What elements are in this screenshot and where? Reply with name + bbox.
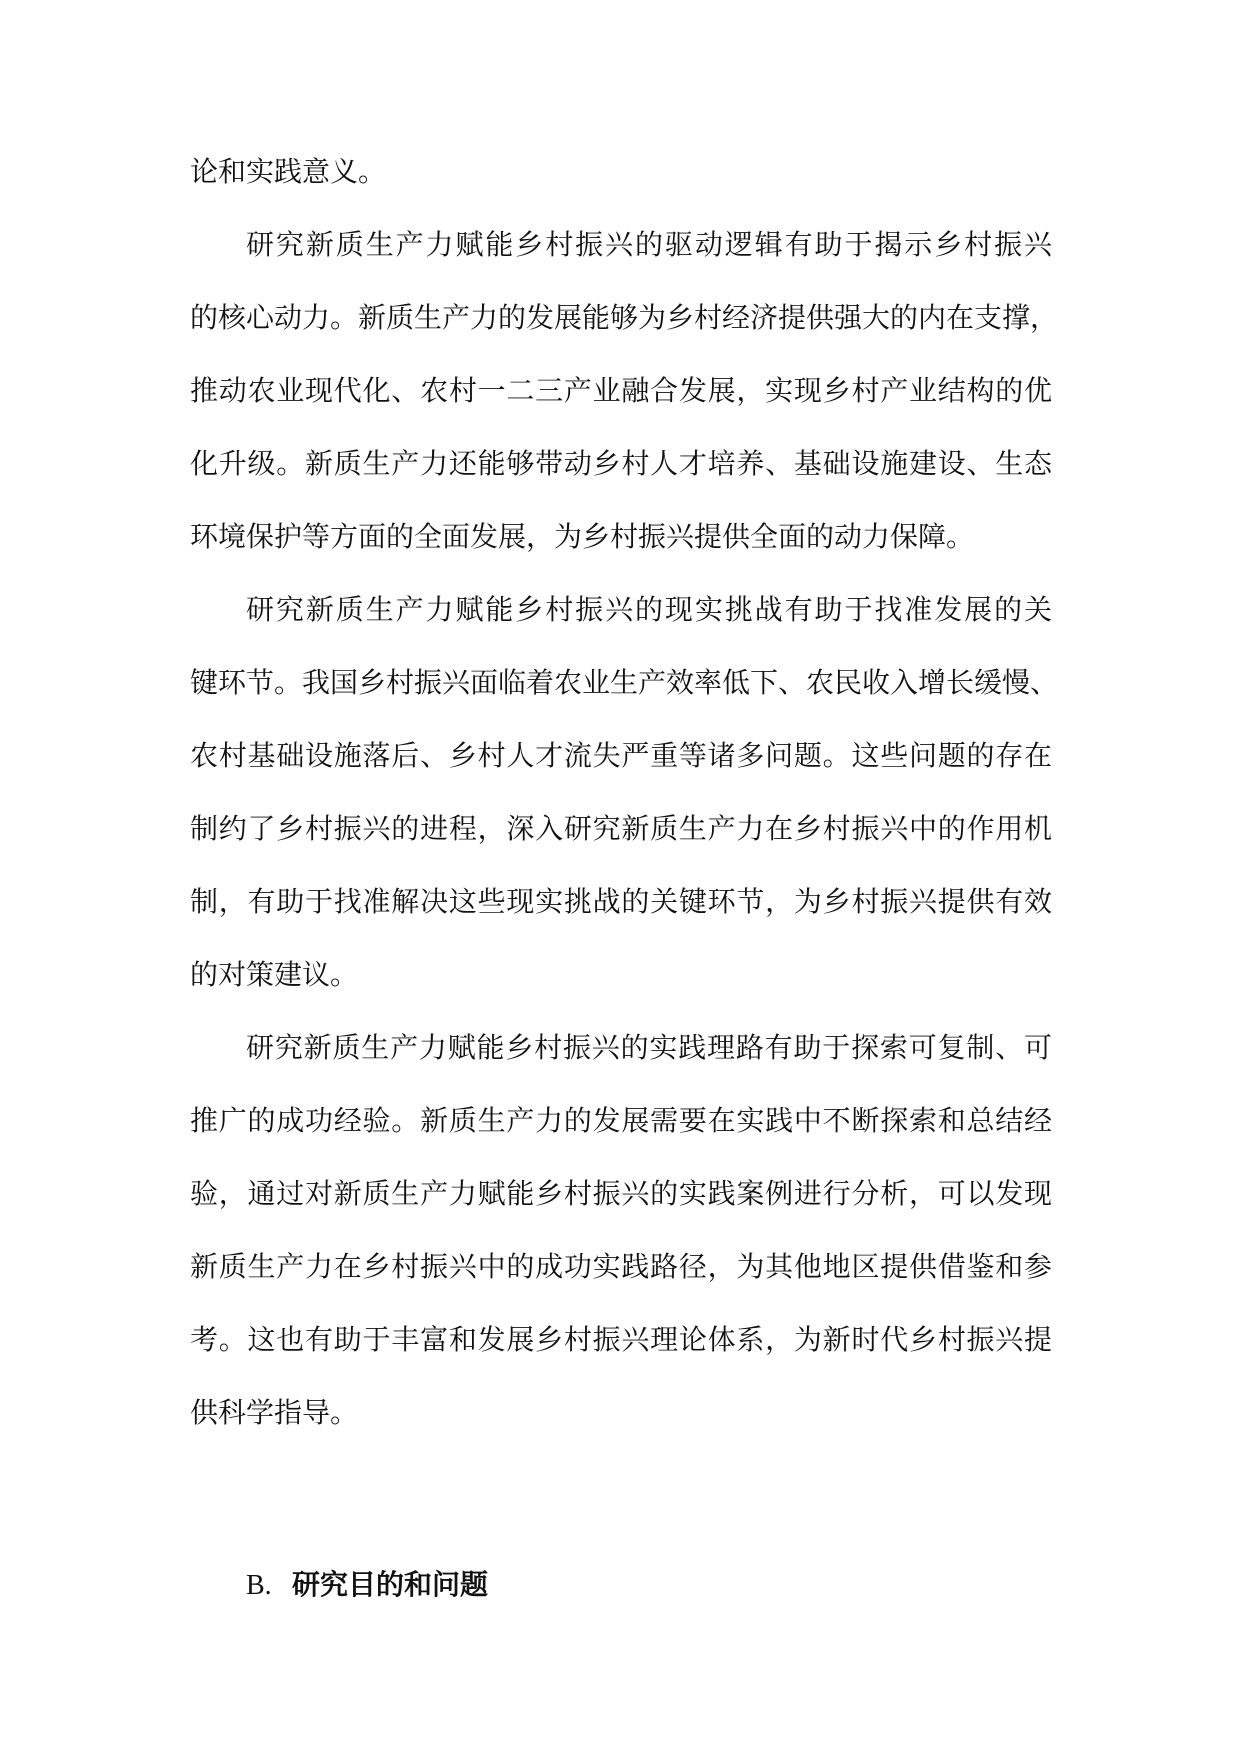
paragraph-line: 供科学指导。: [190, 1396, 359, 1429]
paragraph-line: 验，通过对新质生产力赋能乡村振兴的实践案例进行分析，可以发现: [190, 1177, 1052, 1210]
paragraph-line: 考。这也有助于丰富和发展乡村振兴理论体系，为新时代乡村振兴提: [190, 1323, 1052, 1356]
paragraph-line: 化升级。新质生产力还能够带动乡村人才培养、基础设施建设、生态: [190, 447, 1052, 480]
paragraph-line: 研究新质生产力赋能乡村振兴的驱动逻辑有助于揭示乡村振兴: [246, 228, 1052, 261]
paragraph-line: 键环节。我国乡村振兴面临着农业生产效率低下、农民收入增长缓慢、: [190, 666, 1059, 699]
paragraph-line: 制，有助于找准解决这些现实挑战的关键环节，为乡村振兴提供有效: [190, 885, 1052, 918]
paragraph-line: 农村基础设施落后、乡村人才流失严重等诸多问题。这些问题的存在: [190, 739, 1052, 772]
paragraph-line: 制约了乡村振兴的进程，深入研究新质生产力在乡村振兴中的作用机: [190, 812, 1052, 845]
paragraph-line: 研究新质生产力赋能乡村振兴的现实挑战有助于找准发展的关: [246, 593, 1052, 626]
paragraph-line: 推广的成功经验。新质生产力的发展需要在实践中不断探索和总结经: [190, 1104, 1052, 1137]
paragraph-line: 的对策建议。: [190, 958, 359, 991]
section-heading-label: B.: [246, 1570, 272, 1601]
paragraph-line: 新质生产力在乡村振兴中的成功实践路径，为其他地区提供借鉴和参: [190, 1250, 1052, 1283]
paragraph-line: 环境保护等方面的全面发展，为乡村振兴提供全面的动力保障。: [190, 520, 975, 553]
paragraph-line: 的核心动力。新质生产力的发展能够为乡村经济提供强大的内在支撑，: [190, 301, 1059, 334]
paragraph-line: 推动农业现代化、农村一二三产业融合发展，实现乡村产业结构的优: [190, 374, 1052, 407]
section-heading-title: 研究目的和问题: [292, 1568, 489, 1601]
paragraph-line: 论和实践意义。: [190, 155, 387, 188]
section-heading: [246, 1565, 488, 1606]
paragraph-line: 研究新质生产力赋能乡村振兴的实践理路有助于探索可复制、可: [246, 1031, 1052, 1064]
